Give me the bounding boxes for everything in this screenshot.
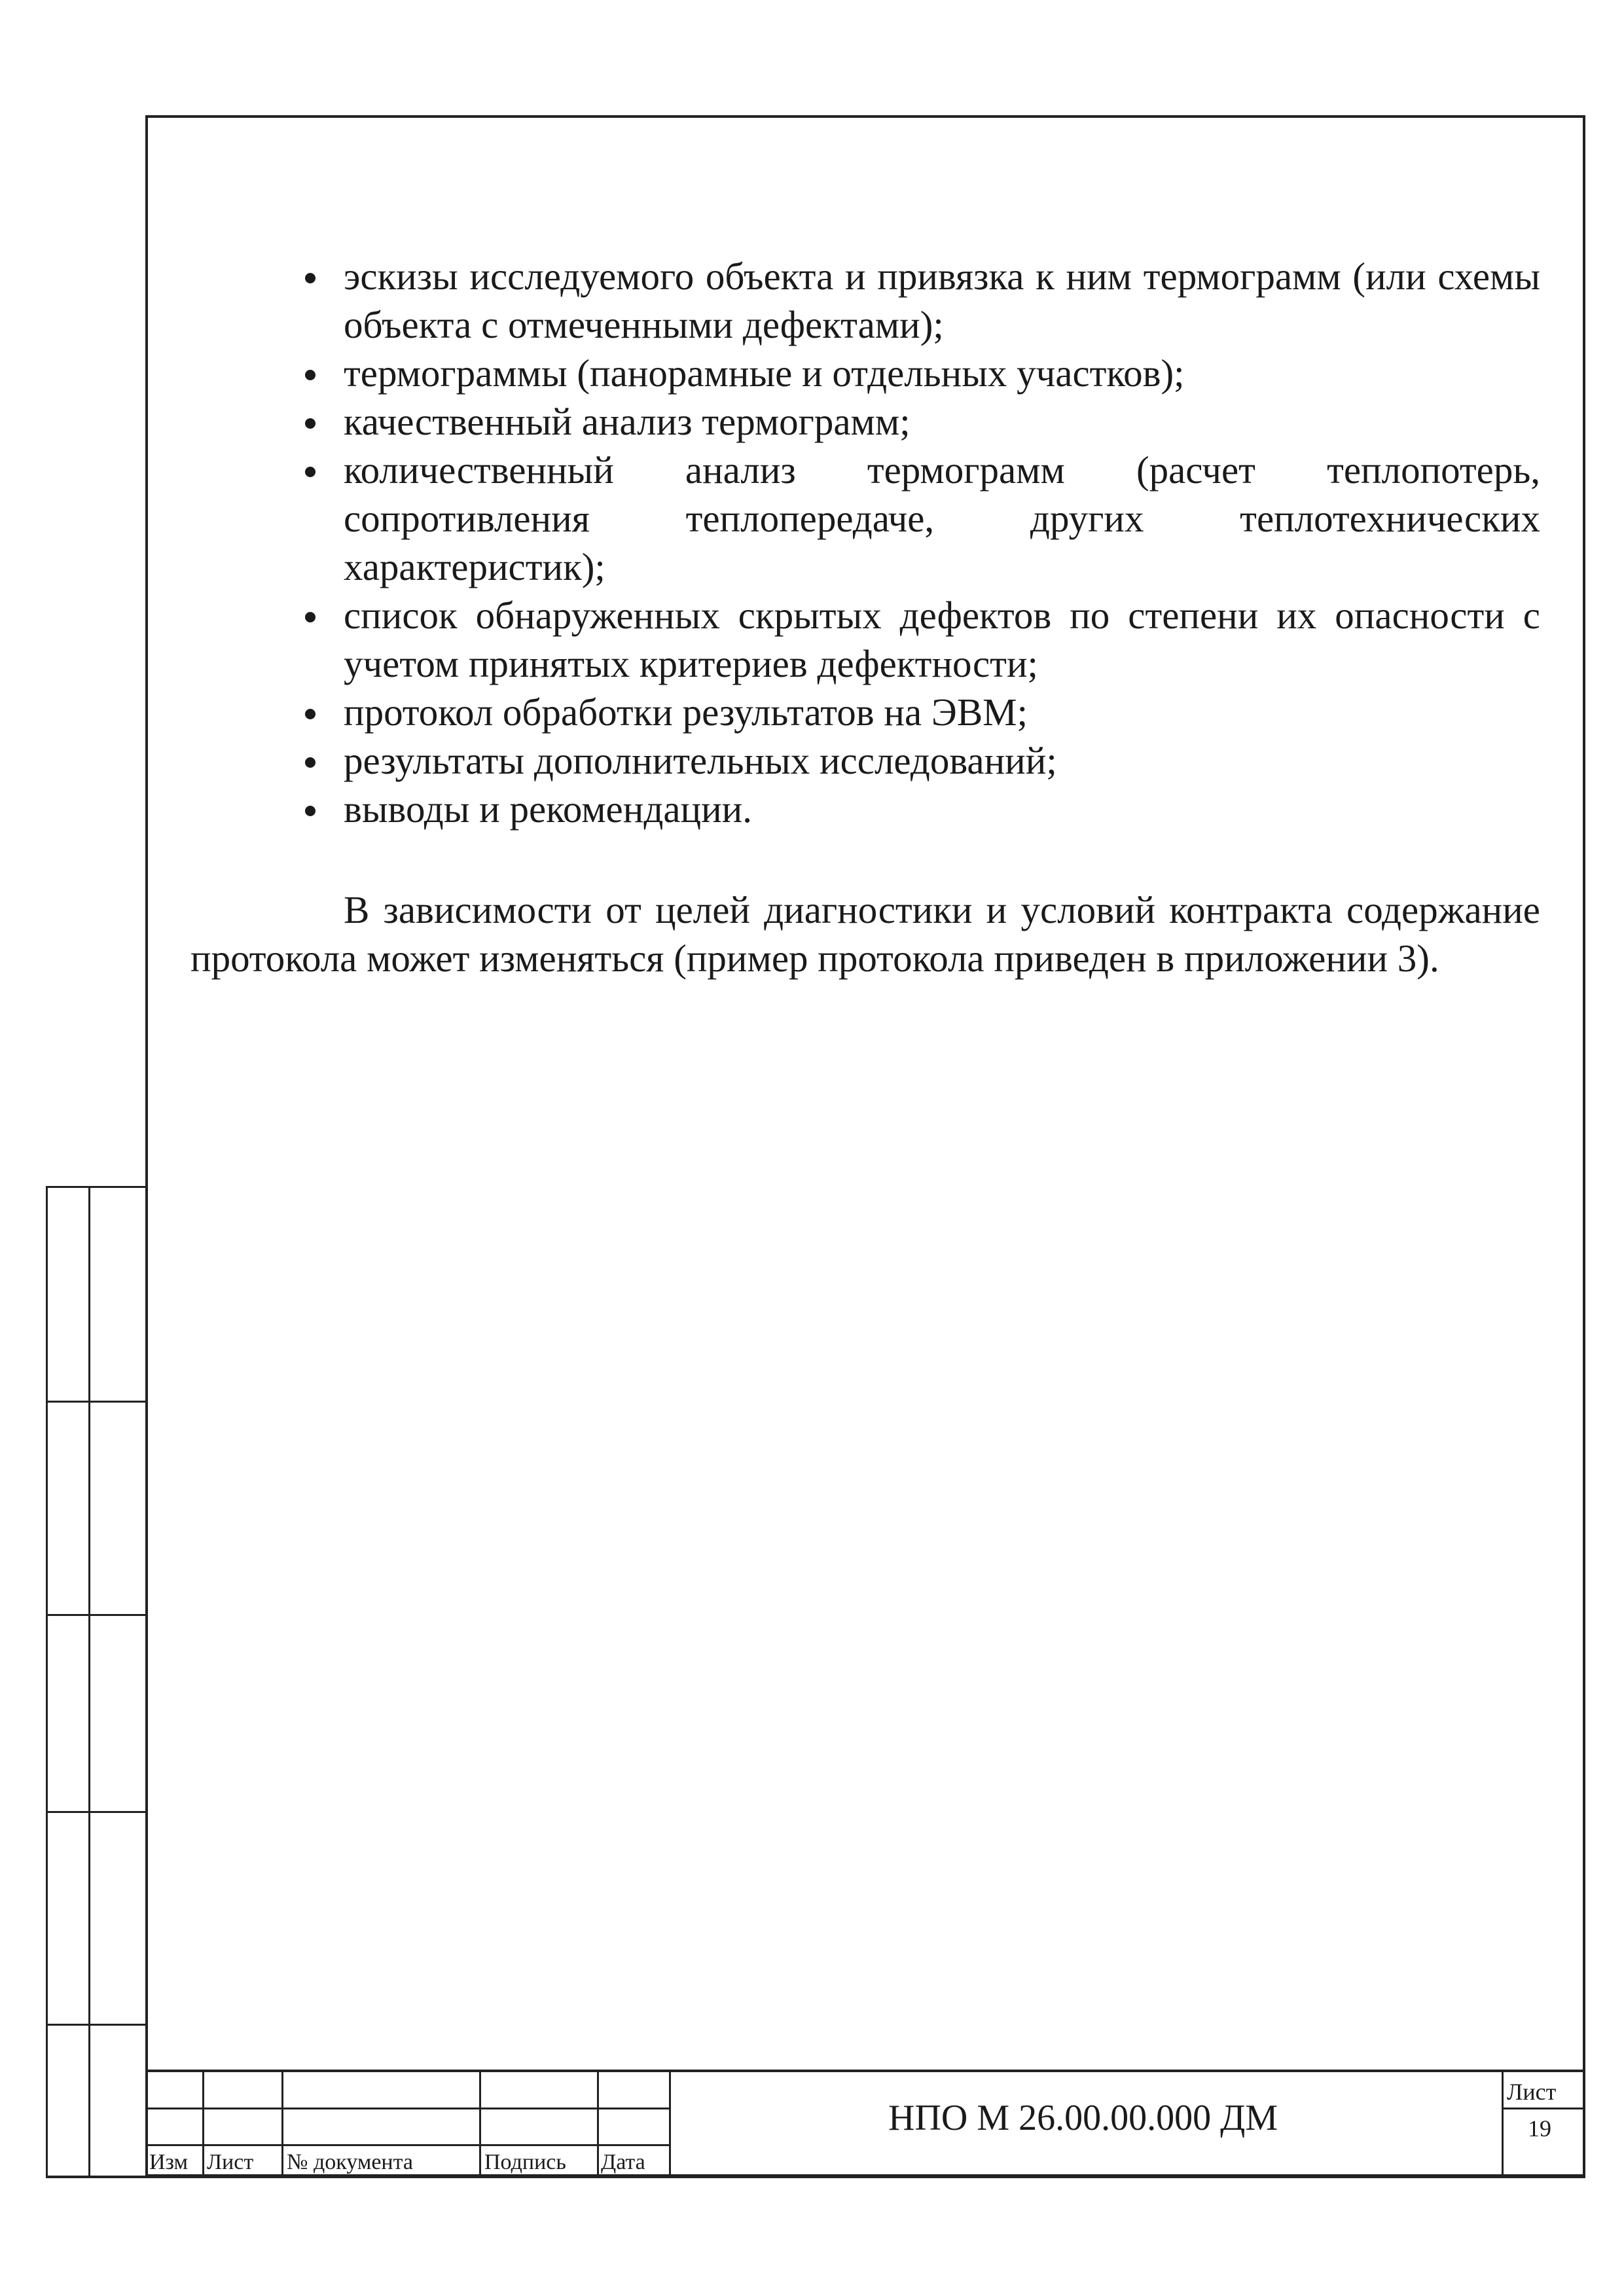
bottom-rule (46, 2176, 1585, 2178)
stamp-divider (479, 2072, 481, 2177)
title-block (145, 2070, 1585, 2177)
binding-strip (46, 1186, 145, 2177)
list-item (267, 446, 1540, 591)
stamp-divider (145, 2144, 669, 2146)
column-label-izm: Изм (149, 2150, 189, 2174)
list-item-line: термограммы (панорамные и отдельных участков); (344, 351, 1185, 395)
document-body (190, 252, 1540, 982)
stamp-divider (281, 2072, 283, 2177)
list-item-line: результаты дополнительных исследований; (344, 739, 1057, 782)
paragraph-line: протокола может изменяться (пример протокола приведен в приложении 3). (190, 937, 1439, 980)
bullet-list (267, 252, 1540, 833)
list-item (267, 591, 1540, 688)
list-item-line: количественный анализ термограмм (расчет теплопотерь, (344, 448, 1540, 492)
stamp-divider (145, 2108, 669, 2109)
bullet-icon (305, 467, 316, 477)
bullet-icon (305, 370, 316, 380)
stamp-divider (1502, 2108, 1585, 2109)
list-item (267, 688, 1540, 736)
stamp-divider (597, 2072, 599, 2177)
strip-divider (48, 1811, 145, 1813)
stamp-divider (202, 2072, 204, 2177)
stamp-divider (669, 2072, 671, 2177)
list-item-line: протокол обработки результатов на ЭВМ; (344, 691, 1028, 734)
strip-divider (48, 1614, 145, 1616)
list-item-line: список обнаруженных скрытых дефектов по степени их опасности с (344, 594, 1540, 637)
column-label-list: Лист (207, 2150, 254, 2174)
list-item (267, 349, 1540, 397)
bullet-icon (305, 806, 316, 816)
document-code: НПО М 26.00.00.000 ДМ (888, 2098, 1278, 2138)
list-item-line: эскизы исследуемого объекта и привязка к ним термограмм (или схемы (344, 255, 1540, 298)
list-item-line: характеристик); (344, 545, 605, 588)
column-label-date: Дата (601, 2150, 645, 2174)
list-item (267, 736, 1540, 785)
bullet-icon (305, 273, 316, 283)
paragraph-line: В зависимости от целей диагностики и условий контракта содержание (344, 888, 1540, 931)
bullet-icon (305, 418, 316, 429)
column-label-signature: Подпись (484, 2150, 566, 2174)
sheet-label: Лист (1507, 2079, 1557, 2105)
strip-divider (48, 2024, 145, 2026)
list-item-line: учетом принятых критериев дефектности; (344, 642, 1038, 685)
list-item (267, 252, 1540, 349)
strip-divider (88, 1188, 90, 2177)
body-paragraph (190, 886, 1540, 982)
list-item (267, 785, 1540, 833)
bullet-icon (305, 757, 316, 768)
bullet-icon (305, 612, 316, 622)
list-item-line: объекта с отмеченными дефектами); (344, 303, 944, 346)
list-item-line: качественный анализ термограмм; (344, 400, 911, 443)
list-item (267, 397, 1540, 446)
bullet-icon (305, 709, 316, 719)
stamp-divider (1502, 2072, 1504, 2177)
column-label-document: № документа (287, 2150, 413, 2174)
strip-divider (48, 1401, 145, 1403)
list-item-line: сопротивления теплопередаче, других теплотехнических (344, 497, 1540, 540)
list-item-line: выводы и рекомендации. (344, 787, 752, 831)
sheet-number: 19 (1528, 2115, 1551, 2142)
